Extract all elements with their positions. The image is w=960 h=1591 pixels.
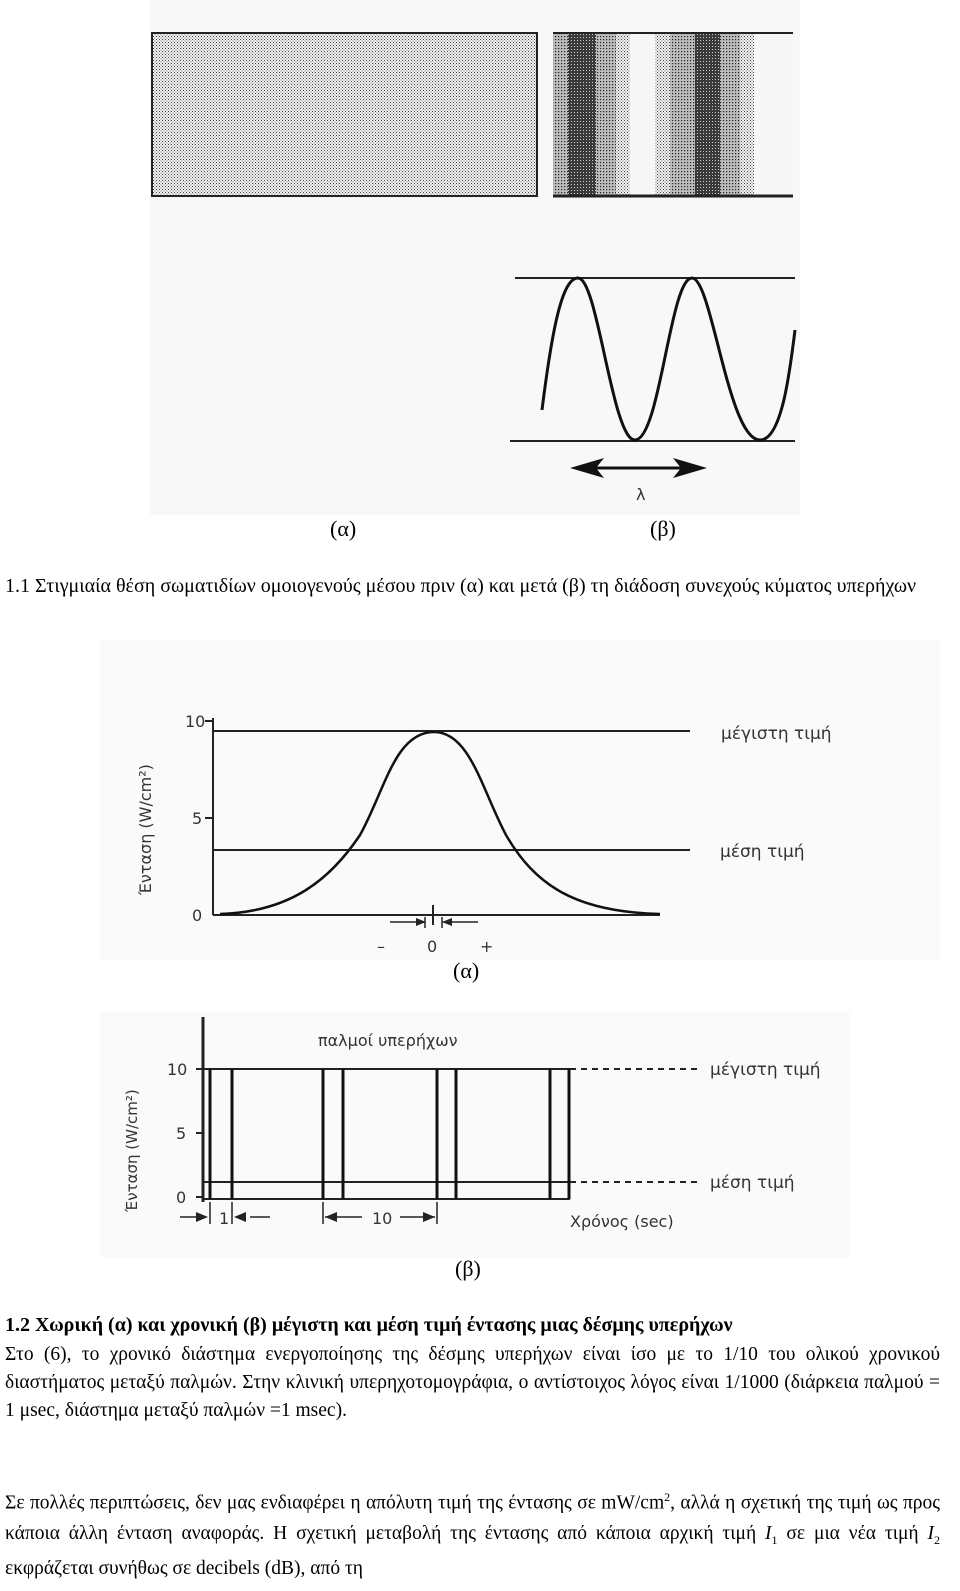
figure-1-1-drawing xyxy=(0,0,960,520)
p2-symbol-i2: I xyxy=(927,1522,934,1544)
panel-b-label: (β) xyxy=(650,516,676,541)
panel-2a-label: (α) xyxy=(453,958,480,983)
x-zero: 0 xyxy=(427,937,438,956)
uniform-medium-box xyxy=(152,33,537,196)
p2-text-d: εκφράζεται συνήθως σε decibels (dB), από τη xyxy=(5,1558,363,1580)
y-axis-label: Ένταση (W/cm²) xyxy=(136,764,155,895)
p2-superscript: 2 xyxy=(664,1490,671,1504)
p2-text-b: , αλλά η σχετική της τιμή ως προς κάποια άλλη ένταση αναφοράς. Η σχετική μεταβολή της έντασης από κάποια αρχική τιμή xyxy=(5,1492,940,1544)
y-tick-5: 5 xyxy=(192,809,203,828)
figure-1-2b-drawing xyxy=(0,1012,960,1262)
compressed-medium-box xyxy=(553,33,793,196)
p2-text-a: Σε πολλές περιπτώσεις, δεν μας ενδιαφέρει η απόλυτη τιμή της έντασης σε mW/cm xyxy=(5,1492,665,1514)
y-tick-10: 10 xyxy=(167,1060,188,1079)
figure-1-2-caption: 1.2 Χωρική (α) και χρονική (β) μέγιστη και μέση τιμή έντασης μιας δέσμης υπερήχων xyxy=(5,1314,733,1336)
y-tick-0: 0 xyxy=(192,906,203,925)
figure-1-2a-drawing xyxy=(0,640,960,960)
max-label: μέγιστη τιμή xyxy=(721,724,832,744)
x-plus: + xyxy=(480,937,494,956)
figure-1-1-caption: 1.1 Στιγμιαία θέση σωματιδίων ομοιογενούς μέσου πριν (α) και μετά (β) τη διάδοση συνεχούς κύματος υπερήχων xyxy=(5,575,917,597)
y-tick-5: 5 xyxy=(176,1124,187,1143)
p2-text-c: σε μια νέα τιμή xyxy=(777,1522,928,1544)
panel-2b-label: (β) xyxy=(455,1256,481,1281)
figure-1-2b xyxy=(0,1012,960,1287)
body-paragraph-1: Στο (6), το χρονικό διάστημα ενεργοποίησης της δέσμης υπερήχων είναι ίσο με το 1/10 του ολικού χρονικού διαστήματος μεταξύ παλμών. Στην κλινική υπερηχοτομογράφια, ο αντίστοιχος λόγος είναι 1/1000 (διάρκεια παλμού = 1 μsec, διάστημα μεταξύ παλμών =1 msec). xyxy=(5,1344,940,1421)
figure-1-1 xyxy=(0,0,960,560)
p2-symbol-i1: I xyxy=(765,1522,772,1544)
y-axis-label: Ένταση (W/cm²) xyxy=(123,1089,141,1212)
lambda-label: λ xyxy=(636,485,646,504)
width-label: 1 xyxy=(219,1209,230,1228)
panel-a-label: (α) xyxy=(330,516,357,541)
body-paragraph-2 xyxy=(5,1482,940,1584)
y-tick-10: 10 xyxy=(185,712,206,731)
mean-label: μέση τιμή xyxy=(710,1173,795,1193)
max-label: μέγιστη τιμή xyxy=(710,1060,821,1080)
pulses-label: παλμοί υπερήχων xyxy=(318,1031,458,1050)
mean-label: μέση τιμή xyxy=(720,842,805,862)
figure-1-2a xyxy=(0,640,960,1000)
gap-label: 10 xyxy=(372,1209,393,1228)
p2-sub-1: 1 xyxy=(771,1532,778,1547)
x-axis-label: Χρόνος (sec) xyxy=(570,1212,674,1231)
p2-sub-2: 2 xyxy=(934,1532,940,1547)
y-tick-0: 0 xyxy=(176,1188,187,1207)
x-minus: – xyxy=(377,937,385,956)
